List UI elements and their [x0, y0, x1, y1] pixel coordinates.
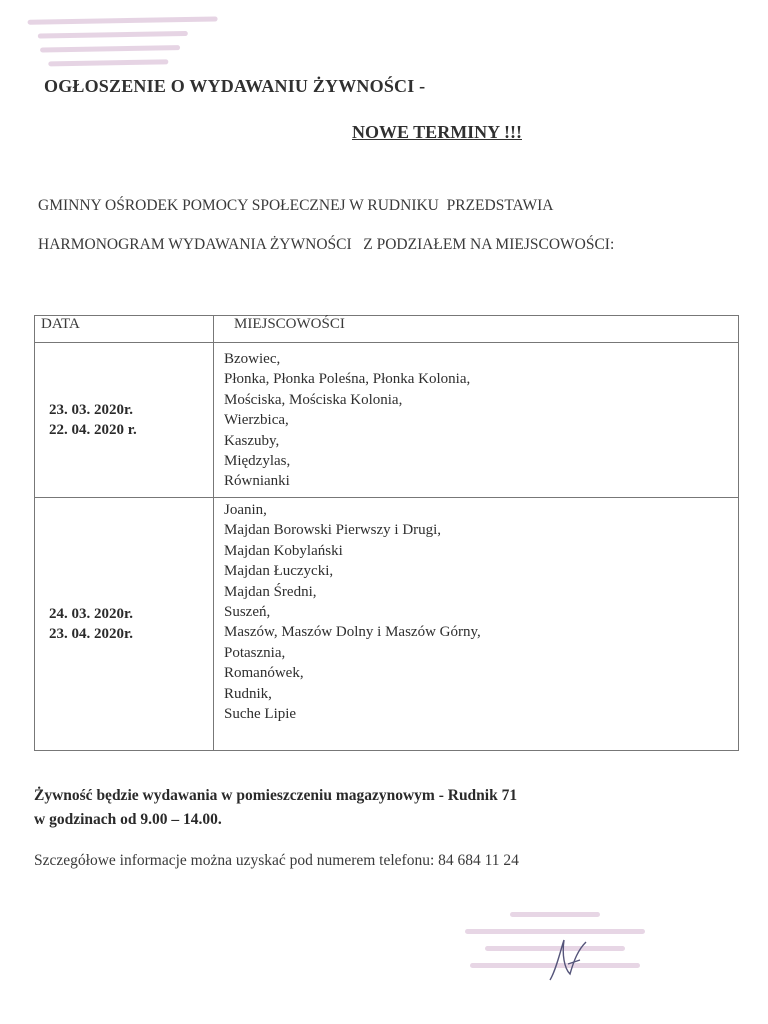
- table-row: [35, 498, 739, 751]
- date: 22. 04. 2020 r.: [49, 422, 137, 438]
- location-item: Potasznia,: [224, 644, 286, 661]
- date: 24. 03. 2020r.: [49, 606, 134, 622]
- locations-cell: [214, 343, 739, 498]
- location-item: Joanin,: [224, 502, 267, 518]
- location-item: Majdan Średni,: [224, 583, 317, 600]
- location-item: Kaszuby,: [224, 432, 280, 449]
- date: 23. 03. 2020r.: [49, 402, 134, 418]
- date-cell: [35, 498, 214, 751]
- location-item: Wierzbica,: [224, 412, 289, 429]
- location-item: Majdan Łuczycki,: [224, 563, 334, 580]
- contact-info: Szczegółowe informacje można uzyskać pod numerem telefonu: 84 684 11 24: [34, 852, 519, 869]
- office-stamp: [27, 12, 228, 75]
- locations-cell: [214, 498, 739, 751]
- location-item: Mościska, Mościska Kolonia,: [224, 391, 403, 408]
- table-row: [35, 343, 739, 498]
- location-item: Międzylas,: [224, 453, 291, 470]
- announcement-subtitle: NOWE TERMINY !!!: [352, 122, 522, 142]
- header-date: DATA: [35, 316, 214, 343]
- location-item: Majdan Kobylański: [224, 542, 343, 559]
- intro-line-2: HARMONOGRAM WYDAWANIA ŻYWNOŚCI Z PODZIAŁEM NA MIEJSCOWOŚCI:: [38, 236, 615, 253]
- intro-line-1: GMINNY OŚRODEK POMOCY SPOŁECZNEJ W RUDNIKU PRZEDSTAWIA: [38, 197, 554, 214]
- date: 23. 04. 2020r.: [49, 626, 134, 642]
- location-item: Majdan Borowski Pierwszy i Drugi,: [224, 522, 442, 539]
- location-item: Suche Lipie: [224, 706, 297, 723]
- table-header-row: [35, 316, 739, 343]
- signature: [540, 930, 600, 990]
- location-item: Rudnik,: [224, 685, 272, 702]
- schedule-table: [34, 315, 739, 751]
- location-item: Suszeń,: [224, 604, 271, 621]
- location-item: Bzowiec,: [224, 351, 281, 367]
- distribution-info: [34, 784, 517, 832]
- announcement-title: OGŁOSZENIE O WYDAWANIU ŻYWNOŚCI -: [44, 76, 426, 96]
- distribution-hours: w godzinach od 9.00 – 14.00.: [34, 811, 222, 828]
- location-item: Maszów, Maszów Dolny i Maszów Górny,: [224, 624, 481, 641]
- location-item: Romanówek,: [224, 665, 304, 682]
- location-item: Płonka, Płonka Poleśna, Płonka Kolonia,: [224, 371, 471, 388]
- header-locations: MIEJSCOWOŚCI: [214, 316, 739, 343]
- location-item: Równianki: [224, 473, 290, 490]
- date-cell: [35, 343, 214, 498]
- distribution-place: Żywność będzie wydawania w pomieszczeniu magazynowym - Rudnik 71: [34, 787, 518, 804]
